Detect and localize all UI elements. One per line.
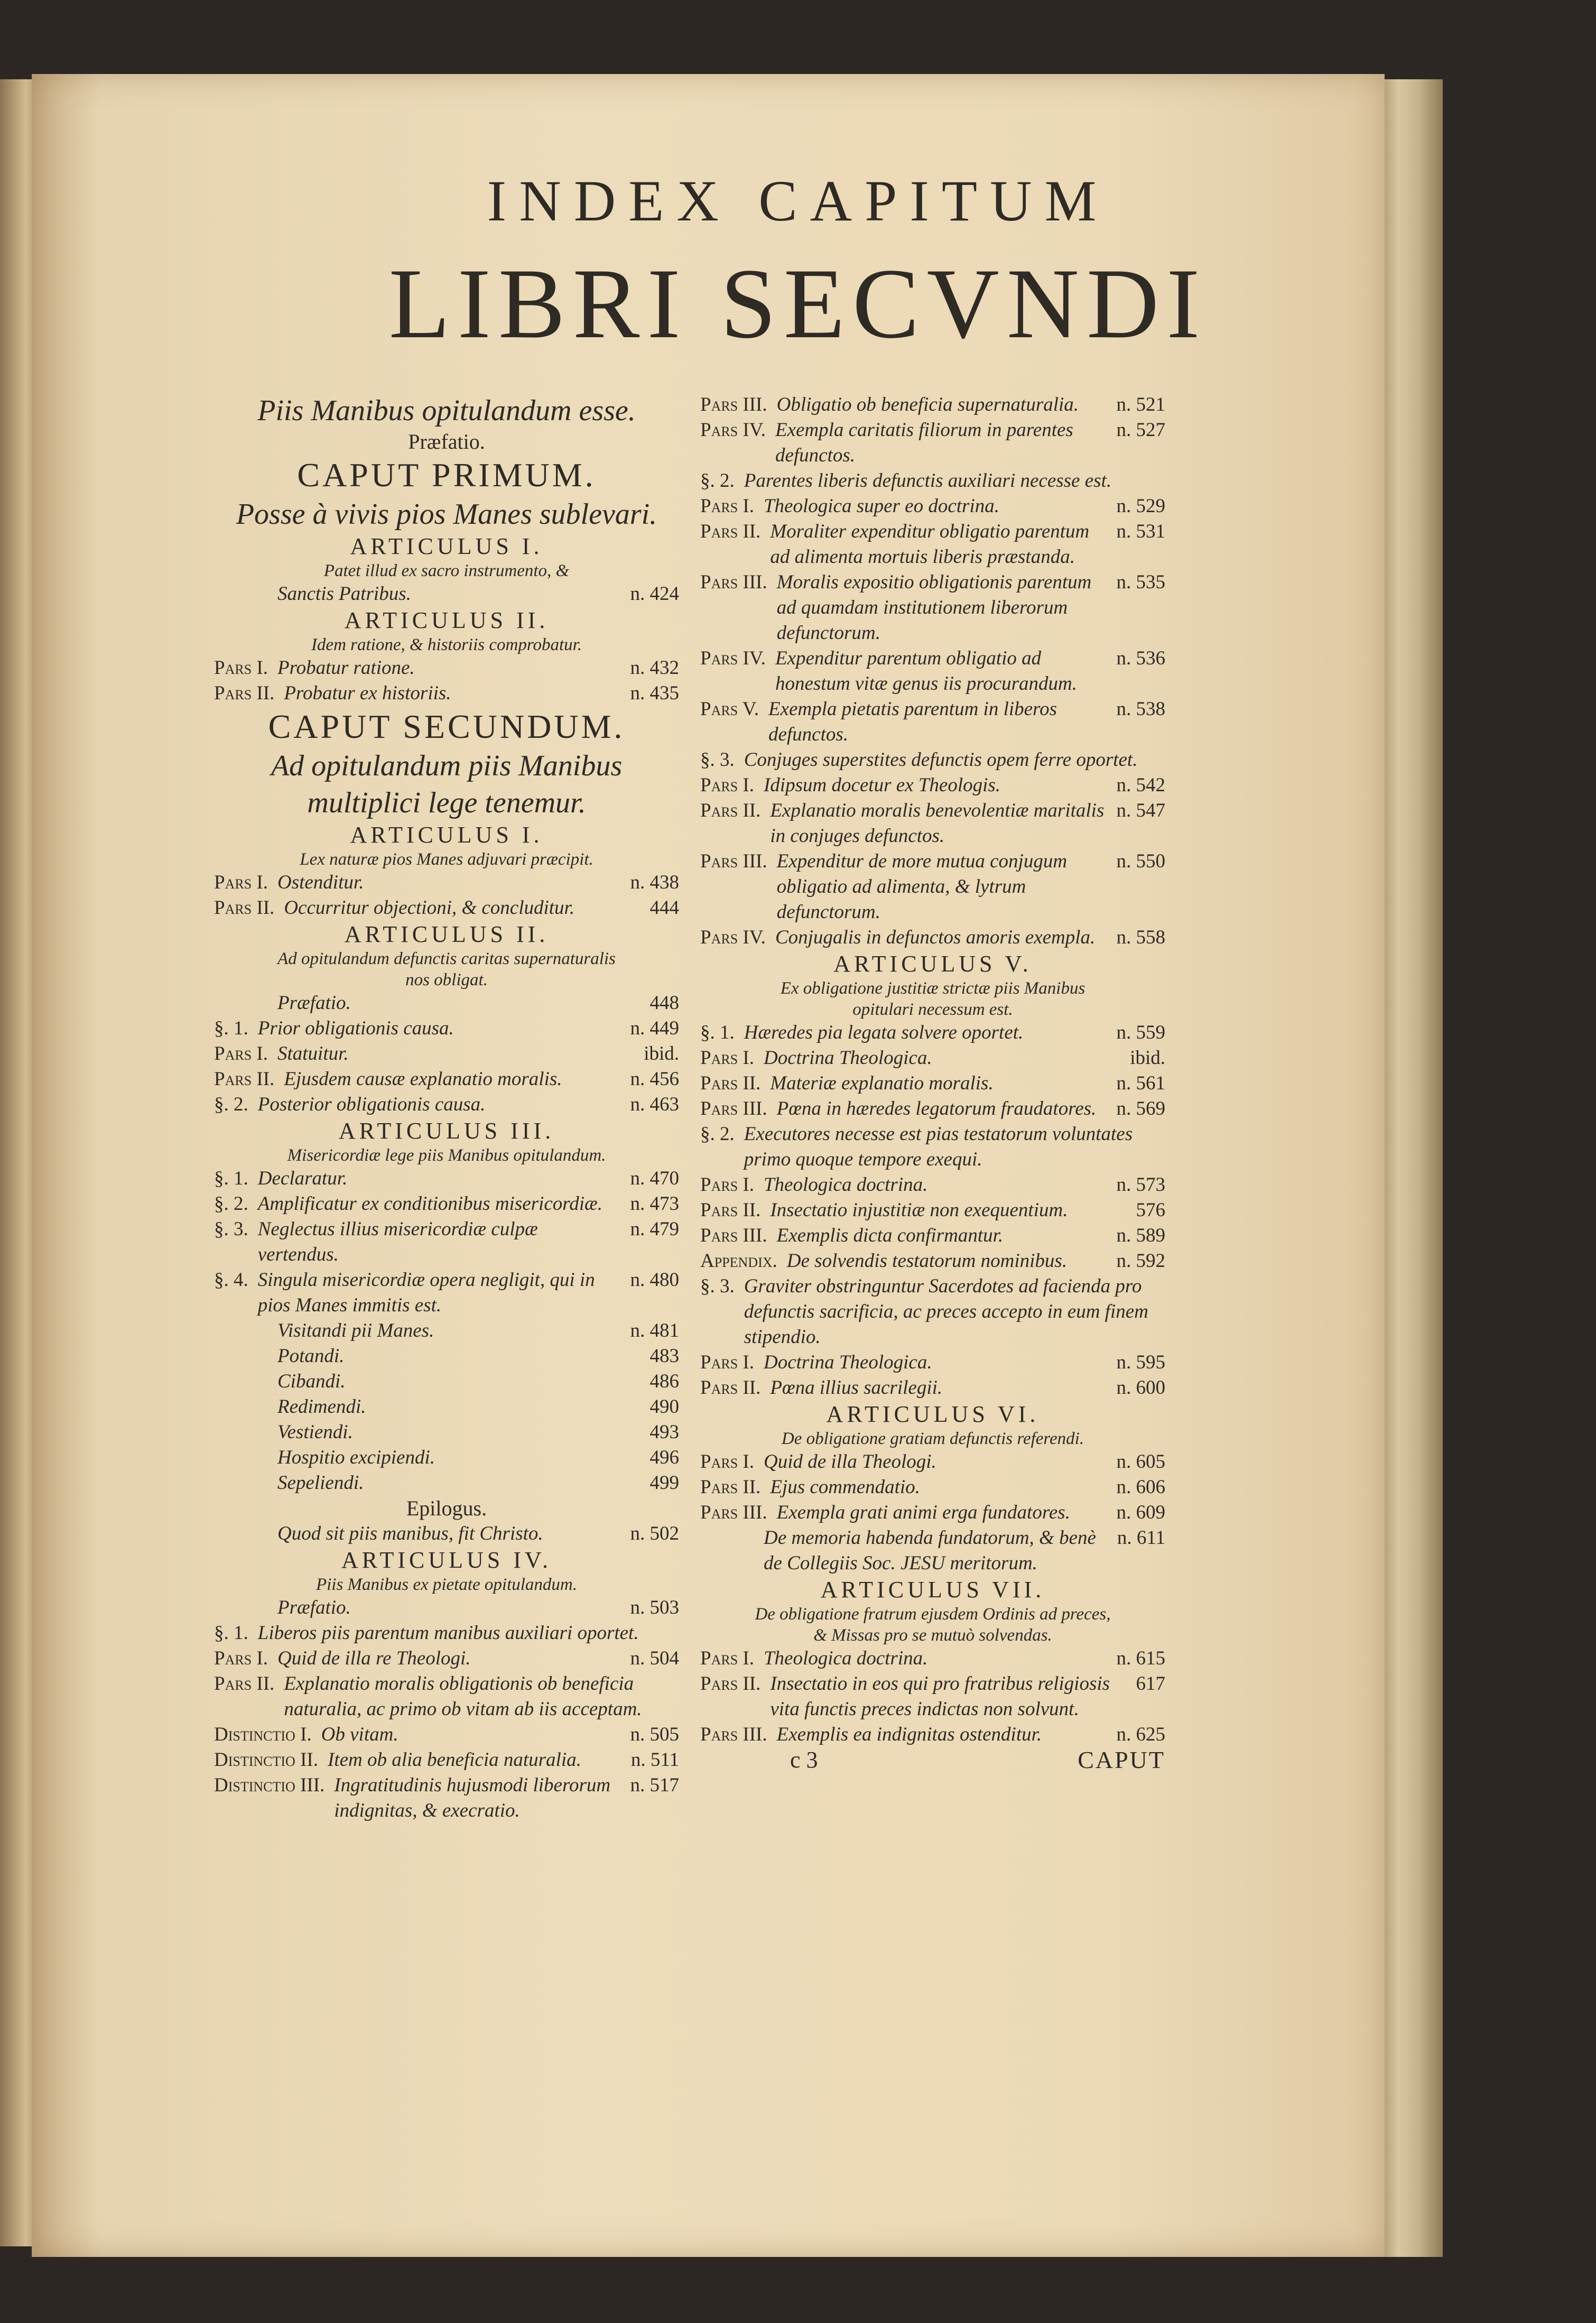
- index-entry: [214, 1470, 679, 1496]
- index-entry: [700, 1274, 1165, 1350]
- chapter-heading: CAPUT PRIMUM.: [297, 456, 596, 494]
- entry-label: Pars II.: [214, 897, 275, 919]
- entry-number: n. 470: [630, 1168, 679, 1189]
- index-entry: [700, 697, 1165, 747]
- entry-text: Ejus commendatio.: [770, 1476, 920, 1498]
- entry-label: Pars I.: [700, 1648, 754, 1669]
- entry-label: Pars II.: [700, 1199, 761, 1221]
- entry-text: Moraliter expenditur obligatio parentum ad alimenta mortuis liberis præstanda.: [770, 521, 1090, 568]
- article-heading: ARTICULUS IV.: [341, 1547, 552, 1573]
- index-entry: [700, 1500, 1165, 1525]
- index-entry: [214, 1773, 679, 1824]
- index-entry: [214, 581, 679, 607]
- entry-text: Redimendi.: [277, 1396, 366, 1418]
- index-entry: [214, 1722, 679, 1747]
- entry-text: Prior obligationis causa.: [257, 1017, 454, 1039]
- entry-text: Ostenditur.: [277, 872, 364, 893]
- article-subtitle: Patet illud ex sacro instrumento, &: [323, 561, 570, 580]
- index-entry: [700, 1671, 1165, 1722]
- index-entry: [214, 1445, 679, 1470]
- entry-number: 576: [1136, 1199, 1165, 1221]
- index-entry: [214, 1041, 679, 1067]
- entry-label: Pars II.: [700, 521, 761, 542]
- entry-text: Obligatio ob beneficia supernaturalia.: [776, 394, 1079, 415]
- entry-number: n. 600: [1116, 1377, 1165, 1399]
- entry-label: Pars II.: [214, 682, 275, 704]
- entry-text: Idipsum docetur ex Theologis.: [763, 774, 1001, 796]
- entry-text: Insectatio injustitiæ non exequentium.: [770, 1199, 1068, 1221]
- entry-label: Pars II.: [700, 1476, 761, 1498]
- entry-label: Pars II.: [214, 1068, 275, 1090]
- article-heading: ARTICULUS V.: [833, 951, 1032, 977]
- entry-text: Sanctis Patribus.: [277, 583, 411, 605]
- entry-text: Quid de illa Theologi.: [763, 1451, 936, 1473]
- index-entry: [700, 798, 1165, 849]
- entry-number: 448: [649, 992, 679, 1014]
- entry-number: n. 605: [1116, 1451, 1165, 1473]
- index-entry: [700, 1248, 1165, 1274]
- entry-number: n. 424: [630, 583, 679, 605]
- entry-label: Pars I.: [700, 495, 754, 517]
- article-subtitle: De obligatione fratrum ejusdem Ordinis ad preces,: [755, 1605, 1111, 1624]
- entry-label: Appendix.: [700, 1250, 777, 1272]
- entry-text: Graviter obstringuntur Sacerdotes ad facienda pro defunctis sacrificia, ac preces accepto in eum finem stipendio.: [744, 1275, 1148, 1348]
- entry-number: n. 511: [630, 1749, 679, 1771]
- section-title: Piis Manibus opitulandum esse.: [257, 394, 636, 427]
- index-entry: [700, 1525, 1165, 1576]
- entry-number: n. 558: [1116, 927, 1165, 948]
- entry-text: Conjuges superstites defunctis opem ferre oportet.: [744, 749, 1138, 771]
- entry-label: Pars III.: [700, 571, 767, 593]
- entry-text: Probatur ratione.: [277, 657, 415, 679]
- entry-number: n. 609: [1116, 1502, 1165, 1523]
- index-entry: [700, 494, 1165, 519]
- entry-number: 490: [649, 1396, 679, 1418]
- index-entry: [214, 1521, 679, 1547]
- entry-text: De memoria habenda fundatorum, & benè de Collegiis Soc. JESU meritorum.: [764, 1527, 1096, 1574]
- chapter-heading: CAPUT SECUNDUM.: [268, 708, 625, 745]
- entry-text: Statuitur.: [277, 1043, 349, 1065]
- entry-text: Præfatio.: [277, 1597, 351, 1618]
- entry-text: Exempla grati animi erga fundatores.: [776, 1502, 1070, 1523]
- entry-label: Pars I.: [700, 1047, 754, 1069]
- article-heading: ARTICULUS I.: [350, 533, 543, 559]
- entry-text: Liberos piis parentum manibus auxiliari oportet.: [257, 1622, 639, 1644]
- entry-label: Pars I.: [700, 774, 754, 796]
- preface-line: Epilogus.: [406, 1496, 487, 1520]
- index-entry: [700, 646, 1165, 697]
- article-heading: ARTICULUS II.: [344, 921, 549, 947]
- index-entry: [214, 1394, 679, 1420]
- entry-text: Explanatio moralis benevolentiæ maritalis in conjuges defunctos.: [770, 800, 1105, 847]
- entry-text: Insectatio in eos qui pro fratribus religiosis vita functis preces indictas non solvunt.: [770, 1673, 1110, 1720]
- entry-number: n. 535: [1116, 571, 1165, 593]
- article-subtitle: nos obligat.: [405, 970, 488, 989]
- index-entry: [214, 1646, 679, 1671]
- entry-text: Occurritur objectioni, & concluditur.: [284, 897, 575, 919]
- entry-number: n. 517: [630, 1774, 679, 1796]
- entry-number: n. 542: [1116, 774, 1165, 796]
- index-entry: [700, 773, 1165, 798]
- entry-label: Pars IV.: [700, 927, 766, 948]
- entry-number: n. 473: [630, 1193, 679, 1215]
- entry-number: n. 481: [630, 1320, 679, 1341]
- entry-text: Expenditur de more mutua conjugum obligatio ad alimenta, & lytrum defunctorum.: [776, 850, 1068, 923]
- entry-label: Pars V.: [700, 698, 759, 720]
- entry-text: Ob vitam.: [321, 1724, 398, 1745]
- entry-text: Conjugalis in defunctos amoris exempla.: [775, 927, 1096, 948]
- index-entry: [700, 1646, 1165, 1671]
- entry-label: §. 3.: [700, 749, 735, 771]
- index-entry: [700, 747, 1165, 773]
- entry-label: §. 1.: [700, 1022, 735, 1043]
- entry-label: Pars I.: [214, 657, 268, 679]
- index-entry: [214, 1166, 679, 1191]
- entry-text: Pœna in hæredes legatorum fraudatores.: [776, 1098, 1097, 1119]
- entry-text: Potandi.: [277, 1345, 345, 1367]
- index-entry: [214, 1621, 679, 1646]
- index-entry: [700, 468, 1165, 494]
- entry-text: Theologica doctrina.: [763, 1648, 928, 1669]
- entry-number: n. 521: [1116, 394, 1165, 415]
- entry-number: n. 503: [630, 1597, 679, 1618]
- entry-text: Cibandi.: [277, 1371, 346, 1392]
- index-entry: [700, 1096, 1165, 1122]
- entry-label: Pars III.: [700, 1502, 767, 1523]
- entry-text: Præfatio.: [277, 992, 351, 1014]
- entry-label: Pars II.: [700, 1377, 761, 1399]
- preface-line: Præfatio.: [408, 430, 485, 454]
- entry-text: Materiæ explanatio moralis.: [770, 1072, 994, 1094]
- signature-mark: c 3: [790, 1747, 818, 1773]
- index-entry: [214, 1671, 679, 1722]
- index-entry: [214, 1067, 679, 1092]
- entry-text: Visitandi pii Manes.: [277, 1320, 434, 1341]
- entry-number: n. 615: [1116, 1648, 1165, 1669]
- entry-text: Amplificatur ex conditionibus misericordiæ.: [257, 1193, 602, 1215]
- entry-label: §. 2.: [214, 1193, 248, 1215]
- entry-label: Pars II.: [700, 800, 761, 821]
- entry-text: Moralis expositio obligationis parentum ad quamdam institutionem liberorum defunctorum.: [776, 571, 1092, 644]
- entry-number: n. 625: [1116, 1724, 1165, 1745]
- entry-number: n. 504: [630, 1648, 679, 1669]
- entry-number: ibid.: [644, 1043, 679, 1065]
- index-entry: [700, 1375, 1165, 1401]
- article-heading: ARTICULUS VI.: [826, 1401, 1040, 1427]
- entry-text: De solvendis testatorum nominibus.: [786, 1250, 1068, 1272]
- entry-number: 483: [649, 1345, 679, 1367]
- entry-number: 444: [649, 897, 679, 919]
- entry-label: Pars II.: [700, 1673, 761, 1695]
- section-title: Posse à vivis pios Manes sublevari.: [236, 498, 657, 531]
- entry-number: n. 606: [1116, 1476, 1165, 1498]
- entry-label: Pars III.: [700, 394, 767, 415]
- entry-label: Pars I.: [700, 1352, 754, 1373]
- entry-label: §. 3.: [700, 1275, 735, 1297]
- index-entry: [214, 991, 679, 1016]
- index-entry: [700, 1350, 1165, 1375]
- entry-text: Neglectus illius misericordiæ culpæ vertendus.: [257, 1218, 538, 1265]
- entry-label: §. 1.: [214, 1622, 248, 1644]
- entry-number: 496: [649, 1447, 679, 1468]
- entry-number: 493: [649, 1421, 679, 1443]
- index-entry: [214, 1318, 679, 1344]
- entry-label: Pars II.: [700, 1072, 761, 1094]
- entry-text: Parentes liberis defunctis auxiliari necesse est.: [744, 470, 1112, 492]
- entry-number: n. 561: [1116, 1072, 1165, 1094]
- entry-label: Pars I.: [700, 1451, 754, 1473]
- index-entry: [214, 895, 679, 921]
- entry-label: Distinctio III.: [214, 1774, 325, 1796]
- index-entry: [214, 1267, 679, 1318]
- entry-number: n. 536: [1116, 647, 1165, 669]
- entry-number: 499: [649, 1472, 679, 1494]
- entry-number: n. 432: [630, 657, 679, 679]
- section-title: Ad opitulandum piis Manibus: [271, 749, 623, 782]
- entry-label: Distinctio II.: [214, 1749, 318, 1771]
- entry-number: ibid.: [1130, 1047, 1165, 1069]
- index-entry: [214, 655, 679, 681]
- entry-label: Pars III.: [700, 1098, 767, 1119]
- index-entry: [700, 1722, 1165, 1747]
- entry-number: n. 589: [1116, 1225, 1165, 1246]
- index-entry: [214, 1191, 679, 1217]
- index-entry: [700, 925, 1165, 950]
- entry-text: Posterior obligationis causa.: [257, 1094, 486, 1115]
- index-entry: [700, 1475, 1165, 1500]
- entry-number: n. 595: [1116, 1352, 1165, 1373]
- index-entry: [214, 1344, 679, 1369]
- article-subtitle: opitulari necessum est.: [852, 1000, 1013, 1019]
- entry-text: Ejusdem causæ explanatio moralis.: [284, 1068, 562, 1090]
- article-subtitle: Misericordiæ lege piis Manibus opitulandum.: [287, 1146, 606, 1165]
- entry-text: Probatur ex historiis.: [284, 682, 451, 704]
- entry-text: Exempla caritatis filiorum in parentes defunctos.: [775, 419, 1073, 466]
- entry-number: n. 547: [1116, 800, 1165, 821]
- entry-text: Doctrina Theologica.: [763, 1047, 932, 1069]
- left-column: [214, 392, 679, 1824]
- entry-number: 617: [1136, 1673, 1165, 1695]
- entry-label: §. 2.: [700, 1123, 735, 1145]
- entry-text: Hospitio excipiendi.: [277, 1447, 435, 1468]
- entry-label: Pars III.: [700, 850, 767, 872]
- entry-label: Pars I.: [214, 1648, 268, 1669]
- entry-text: Theologica super eo doctrina.: [763, 495, 999, 517]
- entry-number: n. 531: [1116, 521, 1165, 542]
- entry-label: §. 2.: [700, 470, 735, 492]
- index-entry: [214, 1369, 679, 1394]
- index-entry: [700, 849, 1165, 925]
- entry-number: n. 479: [630, 1218, 679, 1240]
- index-entry: [214, 870, 679, 895]
- entry-label: Pars IV.: [700, 647, 766, 669]
- entry-label: §. 1.: [214, 1168, 248, 1189]
- entry-text: Exemplis dicta confirmantur.: [776, 1225, 1004, 1246]
- entry-label: Pars I.: [214, 872, 268, 893]
- entry-text: Expenditur parentum obligatio ad honestum vitæ genus iis procurandum.: [775, 647, 1078, 695]
- entry-number: n. 502: [630, 1523, 679, 1544]
- index-entry: [700, 1172, 1165, 1198]
- entry-number: n. 505: [630, 1724, 679, 1745]
- entry-text: Theologica doctrina.: [763, 1174, 928, 1196]
- index-entry: [700, 418, 1165, 468]
- entry-number: n. 438: [630, 872, 679, 893]
- entry-number: n. 573: [1116, 1174, 1165, 1196]
- index-entry: [700, 519, 1165, 570]
- entry-number: n. 611: [1117, 1527, 1165, 1549]
- catchword: CAPUT: [1078, 1746, 1165, 1773]
- entry-label: Pars IV.: [700, 419, 766, 441]
- index-entry: [700, 1020, 1165, 1045]
- entry-text: Declaratur.: [257, 1168, 348, 1189]
- index-entry: [700, 1223, 1165, 1248]
- article-subtitle: Piis Manibus ex pietate opitulandum.: [316, 1575, 578, 1594]
- entry-label: Pars II.: [214, 1673, 275, 1695]
- entry-number: n. 529: [1116, 495, 1165, 517]
- entry-text: Sepeliendi.: [277, 1472, 364, 1494]
- article-subtitle: Idem ratione, & historiis comprobatur.: [311, 635, 582, 654]
- index-entry: [214, 1747, 679, 1773]
- index-entry: [700, 570, 1165, 646]
- entry-label: Pars I.: [700, 1174, 754, 1196]
- entry-label: §. 2.: [214, 1094, 248, 1115]
- index-entry: [700, 392, 1165, 418]
- entry-number: 486: [649, 1371, 679, 1392]
- entry-number: n. 463: [630, 1094, 679, 1115]
- entry-label: §. 3.: [214, 1218, 248, 1240]
- entry-label: Distinctio I.: [214, 1724, 312, 1745]
- article-heading: ARTICULUS I.: [350, 822, 543, 848]
- article-heading: ARTICULUS VII.: [820, 1577, 1045, 1603]
- section-title: multiplici lege tenemur.: [307, 786, 586, 819]
- entry-text: Singula misericordiæ opera negligit, qui in pios Manes immitis est.: [257, 1269, 595, 1316]
- index-entry: [214, 1092, 679, 1117]
- entry-number: n. 456: [630, 1068, 679, 1090]
- article-subtitle: De obligatione gratiam defunctis referendi.: [781, 1429, 1084, 1448]
- index-entry: [214, 1420, 679, 1445]
- index-entry: [214, 681, 679, 706]
- article-subtitle: & Missas pro se mutuò solvendas.: [813, 1626, 1052, 1645]
- entry-text: Exempla pietatis parentum in liberos defunctos.: [768, 698, 1057, 745]
- entry-number: n. 480: [630, 1269, 679, 1291]
- article-subtitle: Lex naturæ pios Manes adjuvari præcipit.: [300, 850, 593, 869]
- entry-text: Vestiendi.: [277, 1421, 353, 1443]
- index-heading: INDEX CAPITUM: [487, 169, 1109, 233]
- entry-text: Pœna illius sacrilegii.: [770, 1377, 943, 1399]
- entry-label: Pars III.: [700, 1724, 767, 1745]
- entry-text: Quod sit piis manibus, fit Christo.: [277, 1523, 543, 1544]
- entry-number: n. 449: [630, 1017, 679, 1039]
- right-column: [700, 392, 1165, 1773]
- entry-number: n. 550: [1116, 850, 1165, 872]
- index-entry: [700, 1122, 1165, 1172]
- article-heading: ARTICULUS II.: [344, 607, 549, 633]
- entry-text: Explanatio moralis obligationis ob beneficia naturalia, ac primo ob vitam ab iis acceptam.: [284, 1673, 642, 1720]
- entry-text: Item ob alia beneficia naturalia.: [327, 1749, 581, 1771]
- entry-label: §. 4.: [214, 1269, 248, 1291]
- article-subtitle: Ad opitulandum defunctis caritas supernaturalis: [277, 949, 616, 968]
- index-entry: [700, 1449, 1165, 1475]
- entry-label: Pars I.: [214, 1043, 268, 1065]
- index-entry: [700, 1071, 1165, 1096]
- entry-label: §. 1.: [214, 1017, 248, 1039]
- entry-label: Pars III.: [700, 1225, 767, 1246]
- entry-number: n. 559: [1116, 1022, 1165, 1043]
- entry-number: n. 538: [1116, 698, 1165, 720]
- index-entry: [214, 1217, 679, 1267]
- page-footer: [700, 1747, 1165, 1773]
- entry-text: Ingratitudinis hujusmodi liberorum indignitas, & execratio.: [334, 1774, 611, 1821]
- entry-text: Quid de illa re Theologi.: [277, 1648, 471, 1669]
- index-entry: [700, 1198, 1165, 1223]
- entry-text: Executores necesse est pias testatorum voluntates primo quoque tempore exequi.: [744, 1123, 1133, 1170]
- book-heading: LIBRI SECVNDI: [388, 248, 1208, 359]
- entry-number: n. 527: [1116, 419, 1165, 441]
- article-subtitle: Ex obligatione justitiæ strictæ piis Manibus: [780, 979, 1085, 998]
- index-entry: [214, 1016, 679, 1041]
- entry-text: Hæredes pia legata solvere oportet.: [744, 1022, 1024, 1043]
- entry-text: Exemplis ea indignitas ostenditur.: [776, 1724, 1042, 1745]
- entry-text: Doctrina Theologica.: [763, 1352, 932, 1373]
- index-entry: [214, 1595, 679, 1621]
- entry-number: n. 592: [1116, 1250, 1165, 1272]
- index-entry: [700, 1045, 1165, 1071]
- entry-number: n. 435: [630, 682, 679, 704]
- article-heading: ARTICULUS III.: [338, 1118, 555, 1144]
- entry-number: n. 569: [1116, 1098, 1165, 1119]
